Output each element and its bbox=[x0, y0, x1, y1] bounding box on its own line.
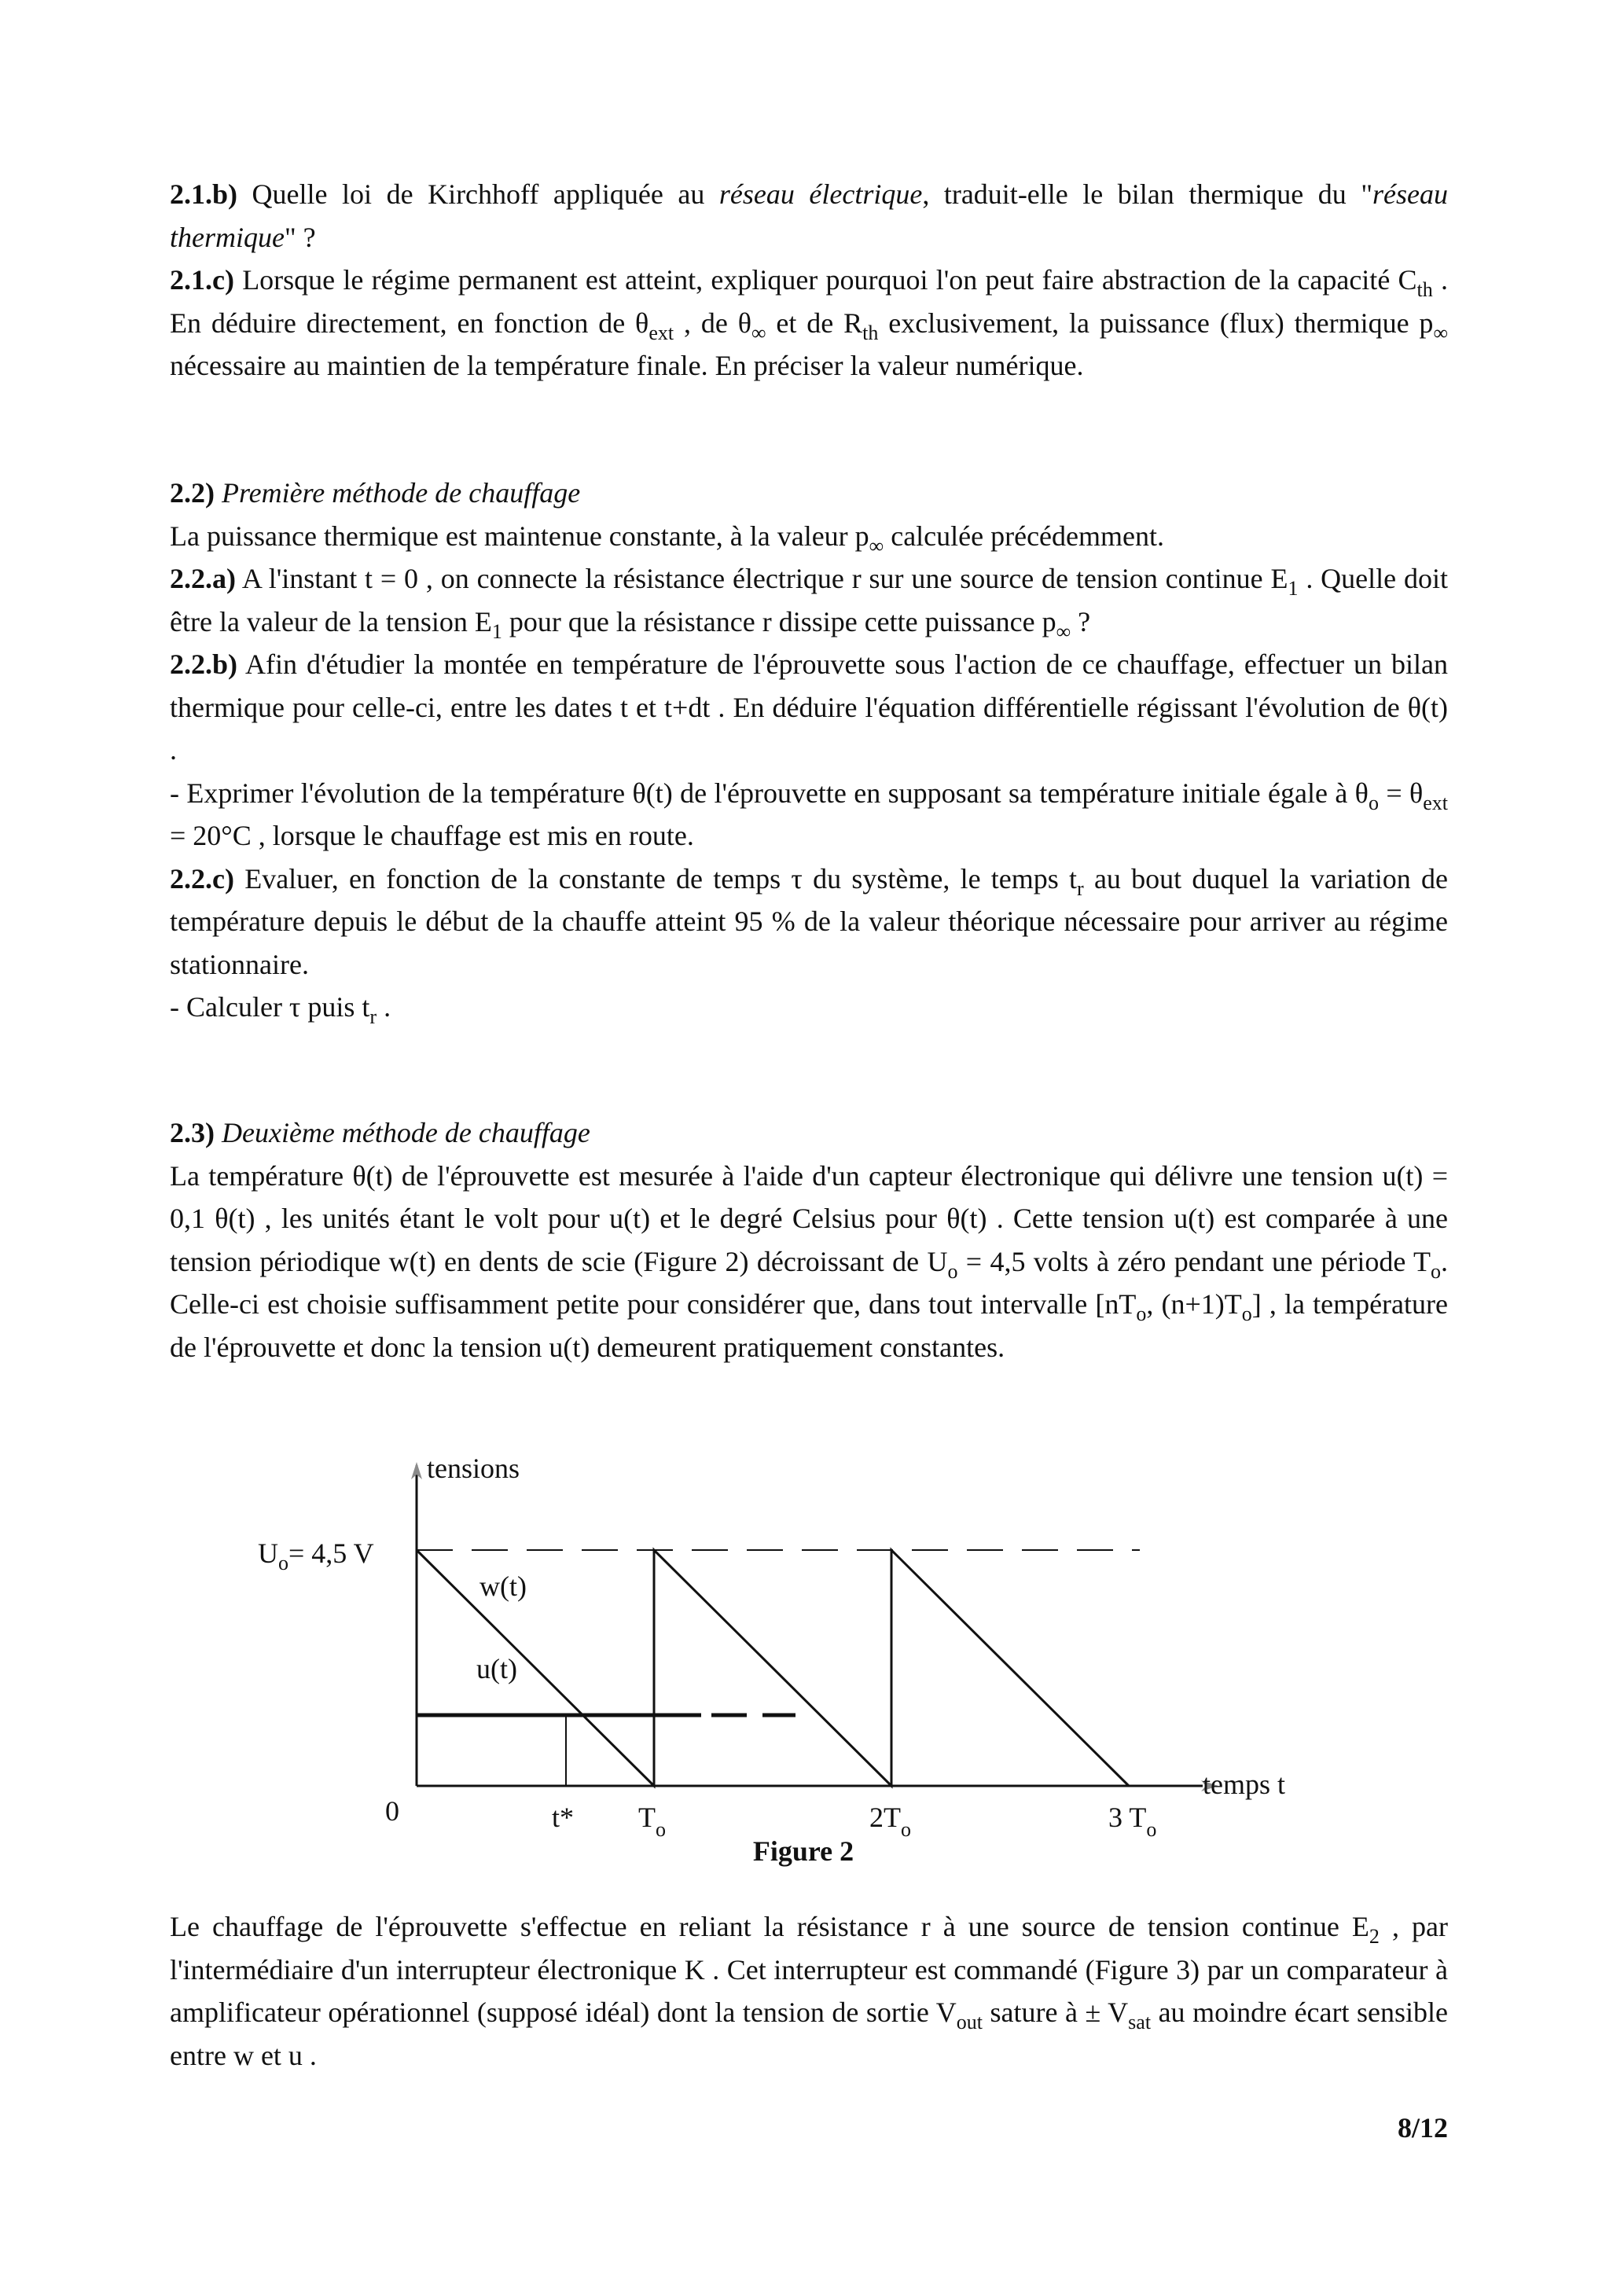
paragraph: La puissance thermique est maintenue constante, à la valeur $p_\infty$ calculée précédemment. bbox=[170, 520, 1165, 557]
uo-label: $U_o= 4,5$ V bbox=[258, 1537, 374, 1574]
x-axis-label: temps t bbox=[1203, 1769, 1285, 1800]
paragraph: La température θ(t) de l'éprouvette est mesurée à l'aide d'un capteur électronique qui délivre une tension u(t) = 0,1 θ(t) , les unités étant le volt pour u(t) et le degré Celsius pour θ(t) . Cette tension u(t) est comparée à une tension périodique w(t) en dents de scie (Figure 2) décroissant de $U_o = 4,5$ volts à zéro pendant une période $T_o$. Celle-ci est choisie suffisamment petite pour considérer que, dans tout intervalle [$nT_o$, $(n+1)T_o$] , la température de l'éprouvette et donc la tension u(t) demeurent pratiquement constantes. bbox=[170, 1159, 1448, 1363]
t3-label: 3 $T_o$ bbox=[1108, 1802, 1157, 1841]
section-2-1 bbox=[170, 173, 1448, 388]
question-2-2-c: 2.2.c) Evaluer, en fonction de la constante de temps τ du système, le temps $t_r$ au bout duquel la variation de température depuis le début de la chauffe atteint 95 % de la valeur théorique nécessaire pour arriver au régime stationnaire. bbox=[170, 862, 1448, 980]
section-2-3 bbox=[170, 1111, 1448, 1368]
paragraph: Le chauffage de l'éprouvette s'effectue en reliant la résistance r à une source de tension continue $E_2$ , par l'intermédiaire d'un interrupteur électronique K . Cet interrupteur est commandé (Figure 3) par un comparateur à amplificateur opérationnel (supposé idéal) dont la tension de sortie $V_{out}$ sature à ± $V_{sat}$ au moindre écart sensible entre w et u . bbox=[170, 1911, 1449, 2071]
question-2-1-c: 2.1.c) Lorsque le régime permanent est atteint, expliquer pourquoi l'on peut faire abstraction de la capacité $C_{th}$ . En déduire directement, en fonction de $\theta_{ext}$ , de $\theta_\infty$ et de $R_{th}$ exclusivement, la puissance (flux) thermique $p_\infty$ nécessaire au maintien de la température finale. En préciser la valeur numérique. bbox=[170, 264, 1448, 381]
question-number: 2.1.c) bbox=[170, 264, 234, 296]
t2-label: $2T_o$ bbox=[869, 1802, 911, 1841]
u-curve-label: u(t) bbox=[476, 1653, 517, 1684]
y-axis-label: tensions bbox=[427, 1453, 520, 1484]
t-star-label: t* bbox=[552, 1802, 575, 1833]
question-number: 2.2.b) bbox=[170, 648, 238, 680]
origin-label: 0 bbox=[385, 1795, 399, 1827]
question-number: 2.2.a) bbox=[170, 563, 236, 594]
question-2-2-a: 2.2.a) A l'instant t = 0 , on connecte la résistance électrique r sur une source de tension continue $E_1$ . Quelle doit être la valeur de la tension $E_1$ pour que la résistance r dissipe cette puissance $p_\infty$ ? bbox=[170, 563, 1448, 643]
question-2-1-b: 2.1.b) Quelle loi de Kirchhoff appliquée au réseau électrique, traduit-elle le bilan thermique du "réseau thermique" ? bbox=[170, 178, 1449, 253]
section-after-figure bbox=[170, 1905, 1448, 2077]
section-2-2 bbox=[170, 472, 1448, 1029]
question-2-2-b: 2.2.b) Afin d'étudier la montée en température de l'éprouvette sous l'action de ce chauffage, effectuer un bilan thermique pour celle-ci, entre les dates t et t+dt . En déduire l'équation différentielle régissant l'évolution de θ(t) . bbox=[170, 648, 1448, 766]
section-title: 2.2) Première méthode de chauffage bbox=[170, 477, 581, 509]
page-number: 8/12 bbox=[1397, 2112, 1448, 2144]
question-number: 2.1.b) bbox=[170, 178, 238, 210]
figure-2 bbox=[236, 1438, 1352, 1886]
section-title: 2.3) Deuxième méthode de chauffage bbox=[170, 1117, 590, 1148]
question-number: 2.2.c) bbox=[170, 862, 234, 895]
w-curve-label: w(t) bbox=[479, 1570, 527, 1602]
paragraph: - Exprimer l'évolution de la température θ(t) de l'éprouvette en supposant sa température initiale égale à $\theta_o = \theta_{ext} = 20^\circ C$ , lorsque le chauffage est mis en route. bbox=[170, 777, 1449, 851]
paragraph: - Calculer τ puis $t_r$ . bbox=[170, 991, 391, 1028]
t1-label: $T_o$ bbox=[638, 1802, 666, 1841]
figure-caption: Figure 2 bbox=[752, 1835, 854, 1867]
